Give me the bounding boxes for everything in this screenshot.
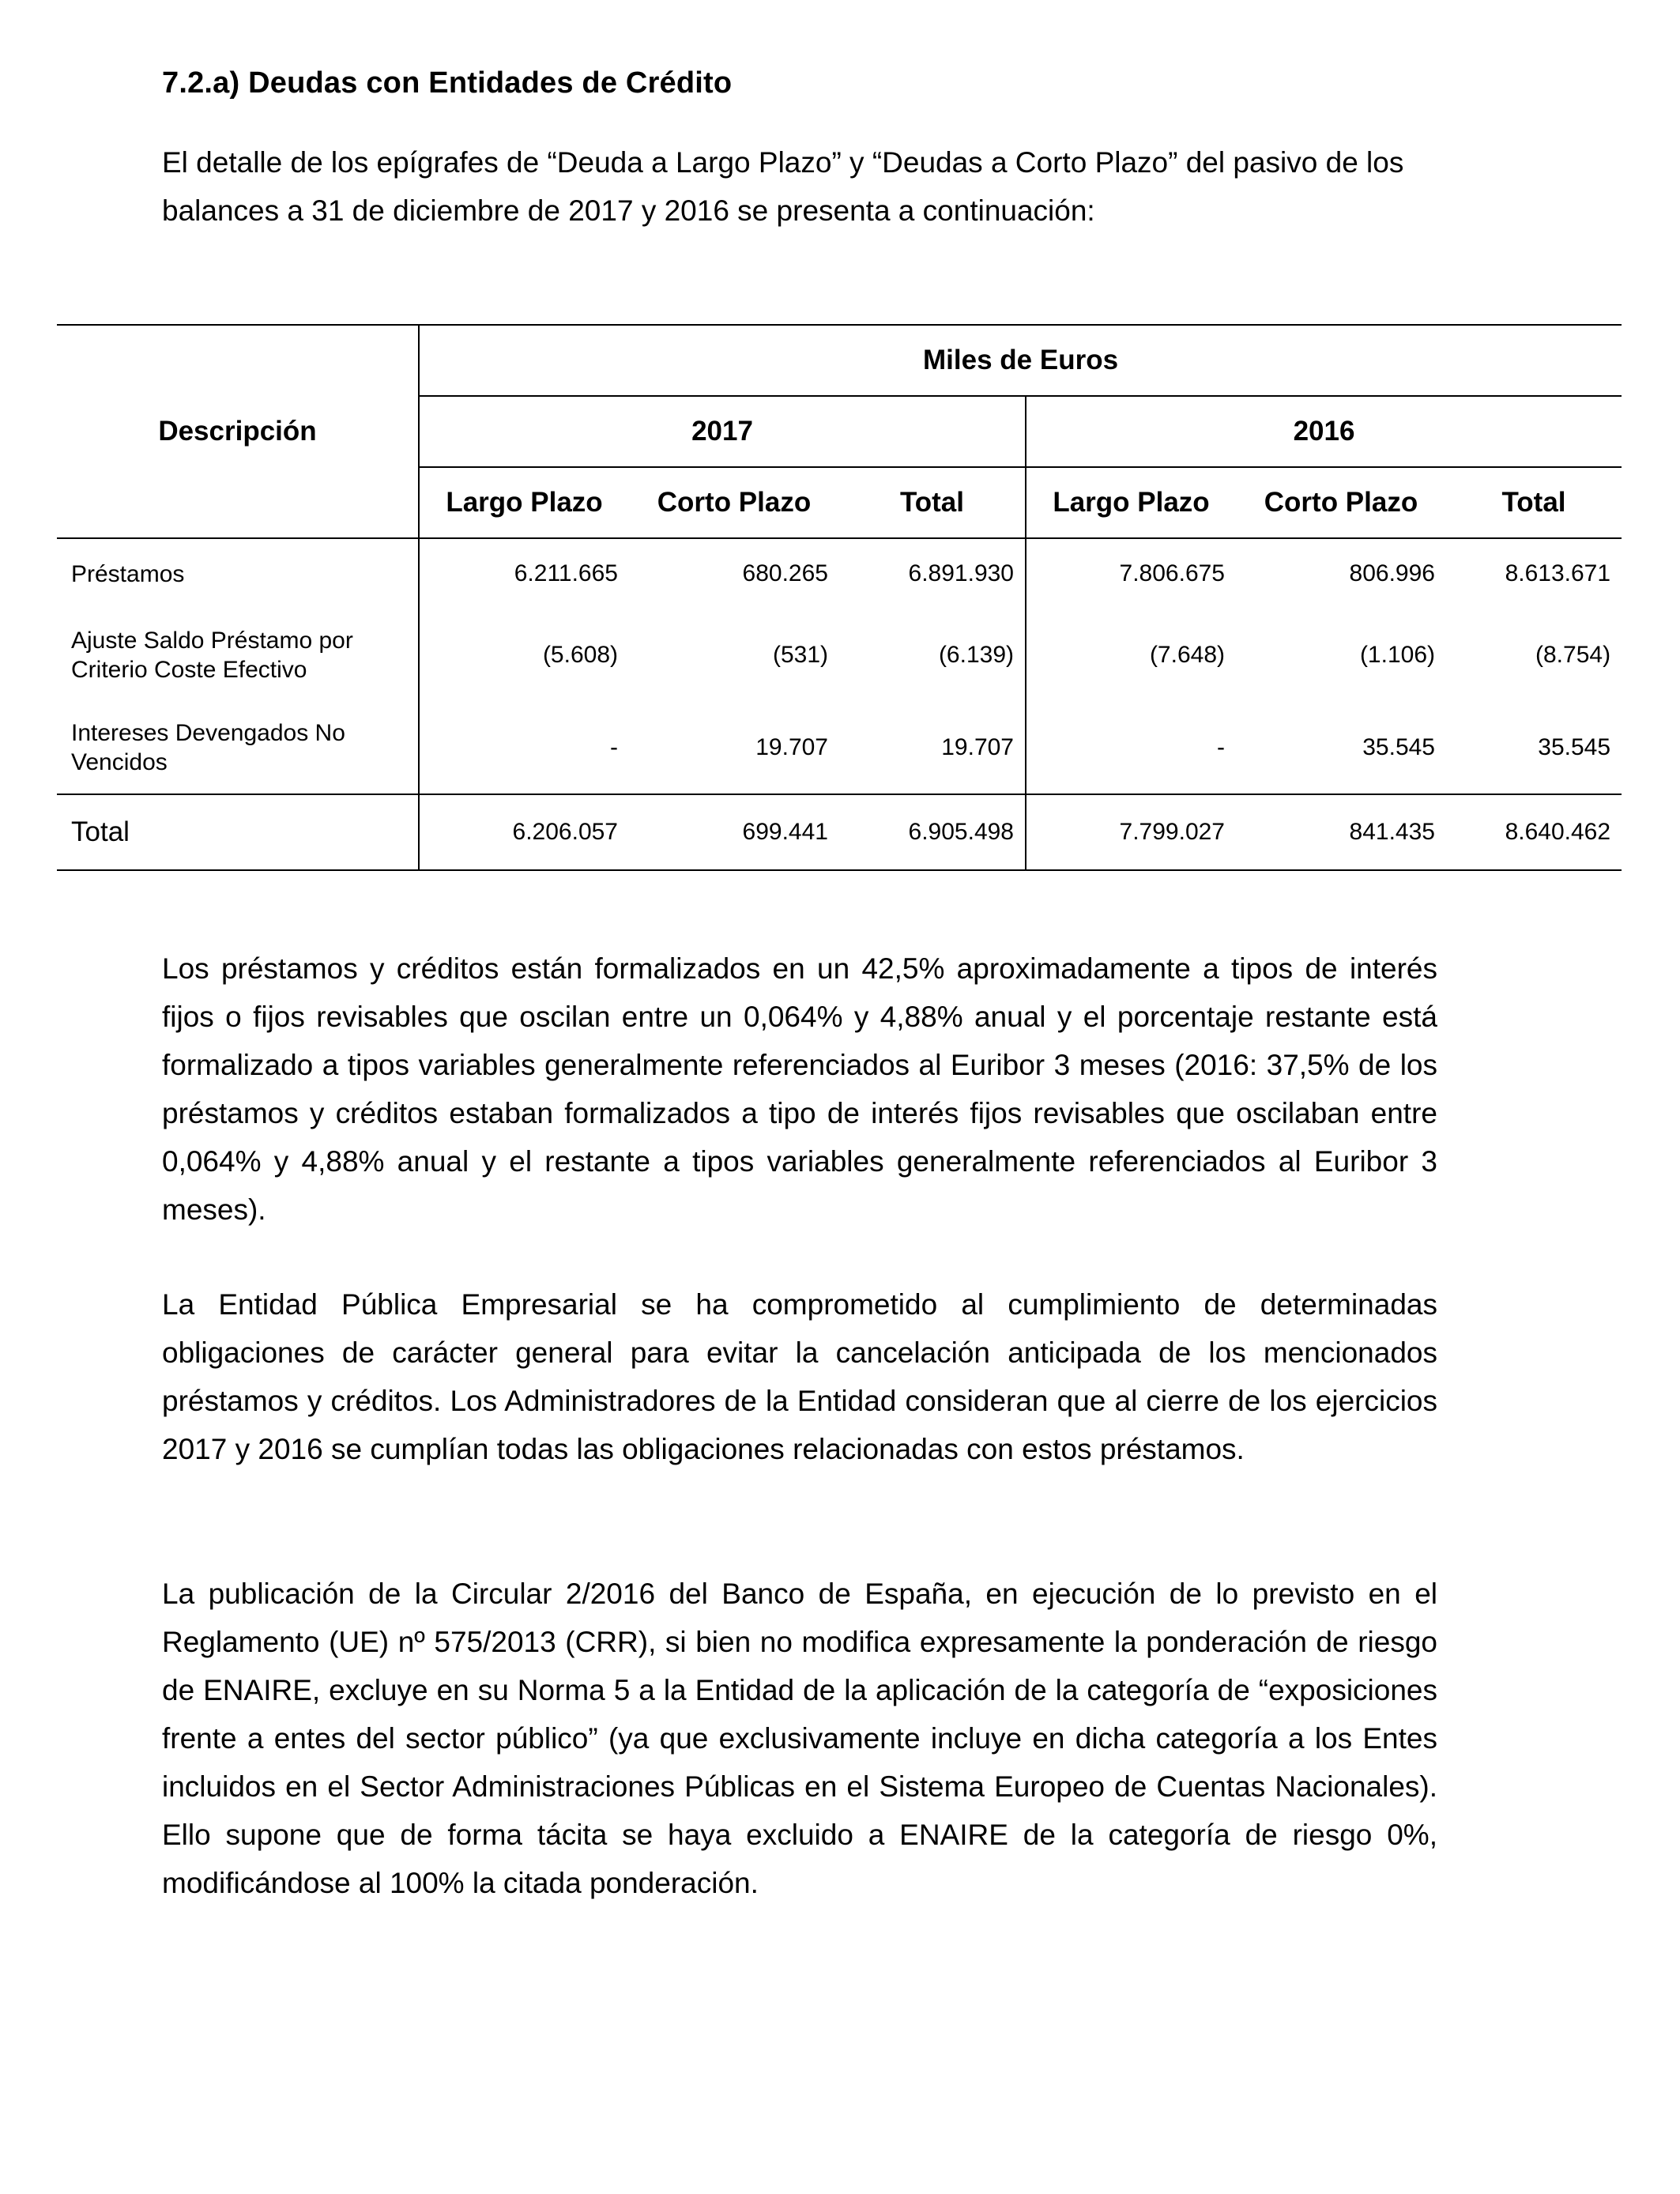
- debt-table: [57, 324, 1622, 871]
- section-heading: 7.2.a) Deudas con Entidades de Crédito: [162, 66, 733, 100]
- year-2016-header: 2016: [1026, 396, 1622, 467]
- table-cell: (6.139): [839, 609, 1026, 702]
- total-cell: 7.799.027: [1026, 794, 1236, 870]
- table-cell: 8.613.671: [1505, 560, 1611, 586]
- table-cell: (8.754): [1535, 642, 1611, 668]
- table-cell: 6.211.665: [514, 560, 618, 586]
- table-row: [57, 538, 1622, 609]
- row-label-line: Intereses Devengados No: [71, 720, 345, 746]
- table-cell: 806.996: [1349, 560, 1435, 586]
- subheader-total-2016: Total: [1446, 467, 1622, 538]
- table-row: [57, 609, 1622, 702]
- total-cell: 6.206.057: [419, 794, 629, 870]
- row-label-line: Criterio Coste Efectivo: [71, 657, 307, 683]
- body-paragraph-obligations: La Entidad Pública Empresarial se ha comprometido al cumplimiento de determinadas obligaciones de carácter general para evitar la cancelación anticipada de los mencionados préstamos y créditos. Los Administradores de la Entidad consideran que al cierre de los ejercicios 2017 y 2016 se cumplían todas las obligaciones relacionadas con estos préstamos.: [162, 1288, 1437, 1465]
- intro-paragraph: El detalle de los epígrafes de “Deuda a Largo Plazo” y “Deudas a Corto Plazo” del pasivo de los balances a 31 de diciembre de 2017 y 2016 se presenta a continuación:: [162, 146, 1404, 227]
- row-label-line: Vencidos: [71, 749, 168, 775]
- table-cell: (1.106): [1359, 642, 1435, 668]
- table-total-row: [57, 794, 1622, 870]
- subheader-largo-plazo-2017: Largo Plazo: [419, 467, 629, 538]
- table-cell: 7.806.675: [1119, 560, 1225, 586]
- table-row: [57, 702, 1622, 794]
- table-cell: 680.265: [742, 560, 828, 586]
- total-cell: 8.640.462: [1446, 794, 1622, 870]
- table-cell: 35.545: [1362, 734, 1435, 760]
- subheader-corto-plazo-2017: Corto Plazo: [629, 467, 839, 538]
- table-cell: (531): [772, 642, 828, 668]
- year-2017-header: 2017: [419, 396, 1026, 467]
- subheader-largo-plazo-2016: Largo Plazo: [1026, 467, 1236, 538]
- description-header: Descripción: [57, 325, 419, 538]
- debt-table-container: [57, 324, 1622, 871]
- table-cell: -: [610, 734, 618, 760]
- row-label: Préstamos: [57, 538, 419, 609]
- subheader-corto-plazo-2016: Corto Plazo: [1236, 467, 1446, 538]
- table-cell: 19.707: [839, 702, 1026, 794]
- body-paragraph-interest-rates: Los préstamos y créditos están formalizados en un 42,5% aproximadamente a tipos de interés fijos o fijos revisables que oscilan entre un 0,064% y 4,88% anual y el porcentaje restante está formalizado a tipos variables generalmente referenciados al Euribor 3 meses (2016: 37,5% de los préstamos y créditos estaban formalizados a tipo de interés fijos revisables que oscilaban entre 0,064% y 4,88% anual y el restante a tipos variables generalmente referenciados al Euribor 3 meses).: [162, 952, 1437, 1226]
- total-cell: 841.435: [1236, 794, 1446, 870]
- body-paragraph-risk-weighting: La publicación de la Circular 2/2016 del Banco de España, en ejecución de lo previsto en el Reglamento (UE) nº 575/2013 (CRR), si bien no modifica expresamente la ponderación de riesgo de ENAIRE, excluye en su Norma 5 a la Entidad de la aplicación de la categoría de “exposiciones frente a entes del sector público” (ya que exclusivamente incluye en dicha categoría a los Entes incluidos en el Sector Administraciones Públicas en el Sistema Europeo de Cuentas Nacionales). Ello supone que de forma tácita se haya excluido a ENAIRE de la categoría de riesgo 0%, modificándose al 100% la citada ponderación.: [162, 1578, 1437, 1899]
- table-cell: (7.648): [1149, 642, 1225, 668]
- row-label: [57, 702, 419, 794]
- table-cell: 35.545: [1538, 734, 1611, 760]
- table-cell: (5.608): [542, 642, 618, 668]
- currency-group-header: Miles de Euros: [419, 325, 1622, 396]
- row-label: [57, 609, 419, 702]
- table-cell: -: [1217, 734, 1225, 760]
- subheader-total-2017: Total: [839, 467, 1026, 538]
- table-cell: 6.891.930: [839, 538, 1026, 609]
- total-cell: 699.441: [629, 794, 839, 870]
- table-header-row-group: [57, 325, 1622, 396]
- total-cell: 6.905.498: [839, 794, 1026, 870]
- total-label: Total: [57, 794, 419, 870]
- row-label-line: Ajuste Saldo Préstamo por: [71, 628, 353, 654]
- table-cell: 19.707: [755, 734, 828, 760]
